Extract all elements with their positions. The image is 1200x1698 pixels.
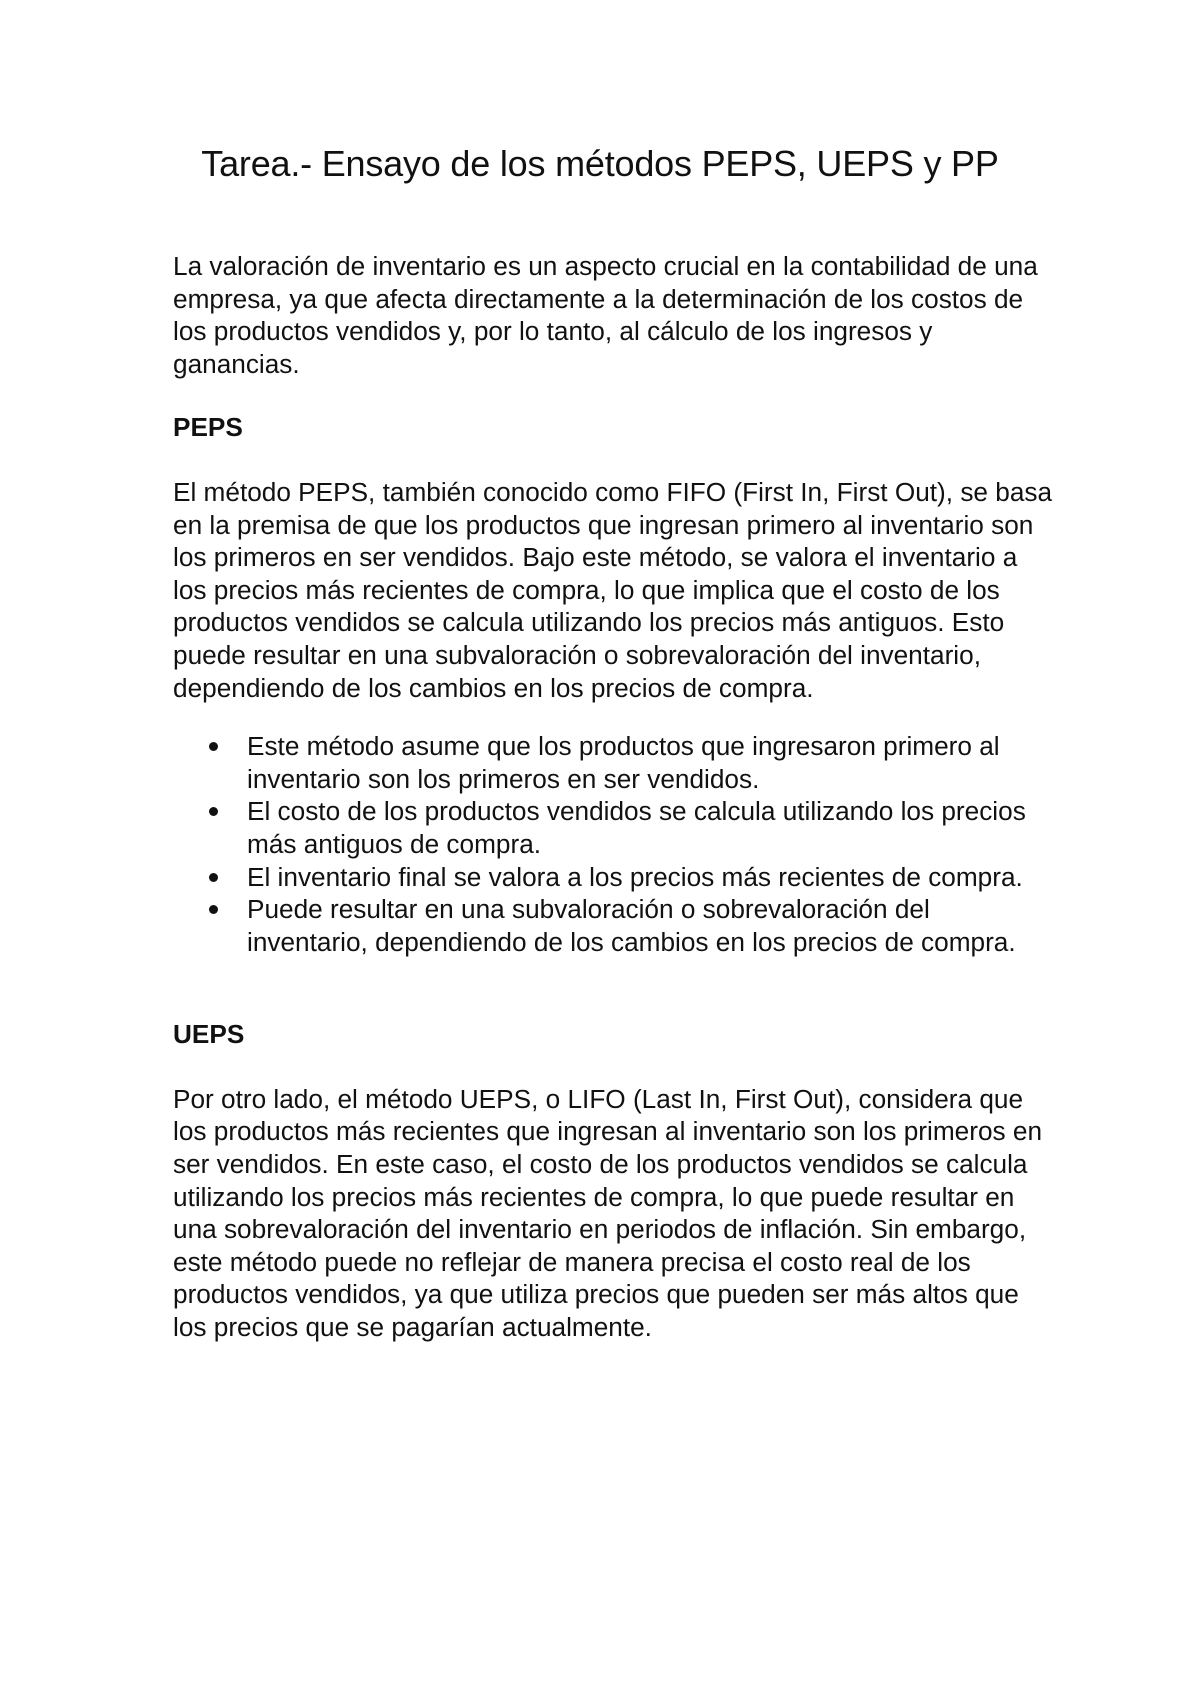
list-item [173,861,1053,894]
list-item [173,893,1053,958]
peps-bullet-list [173,730,1053,958]
bullet-icon [209,873,218,882]
list-item-text: El inventario final se valora a los precios más recientes de compra. [247,861,1023,892]
section-paragraph-ueps: Por otro lado, el método UEPS, o LIFO (Last In, First Out), considera que los productos más recientes que ingresan al inventario son los primeros en ser vendidos. En este caso, el costo de los productos vendidos se calcula utilizando los precios más recientes de compra, lo que puede resultar en una sobrevaloración del inventario en periodos de inflación. Sin embargo, este método puede no reflejar de manera precisa el costo real de los productos vendidos, ya que utiliza precios que pueden ser más altos que los precios que se pagarían actualmente. [173,1083,1043,1343]
section-heading-peps: PEPS [173,412,243,443]
bullet-icon [209,905,218,914]
document-body [173,250,1053,1344]
list-item-text: Este método asume que los productos que ingresaron primero al inventario son los primeros en ser vendidos. [247,731,1000,794]
list-item-text: El costo de los productos vendidos se calcula utilizando los precios más antiguos de compra. [247,796,1026,859]
section-paragraph-peps: El método PEPS, también conocido como FIFO (First In, First Out), se basa en la premisa de que los productos que ingresan primero al inventario son los primeros en ser vendidos. Bajo este método, se valora el inventario a los precios más recientes de compra, lo que implica que el costo de los productos vendidos se calcula utilizando los precios más antiguos. Esto puede resultar en una subvaloración o sobrevaloración del inventario, dependiendo de los cambios en los precios de compra. [173,476,1053,703]
document-title: Tarea.- Ensayo de los métodos PEPS, UEPS y PP [201,143,999,184]
bullet-icon [209,807,218,816]
list-item [173,730,1053,795]
intro-paragraph: La valoración de inventario es un aspecto crucial en la contabilidad de una empresa, ya que afecta directamente a la determinación de los costos de los productos vendidos y, por lo tanto, al cálculo de los ingresos y ganancias. [173,251,1038,379]
section-heading-ueps: UEPS [173,1019,245,1050]
list-item-text: Puede resultar en una subvaloración o sobrevaloración del inventario, dependiendo de los cambios en los precios de compra. [247,894,1016,957]
bullet-icon [209,742,218,751]
list-item [173,795,1053,860]
